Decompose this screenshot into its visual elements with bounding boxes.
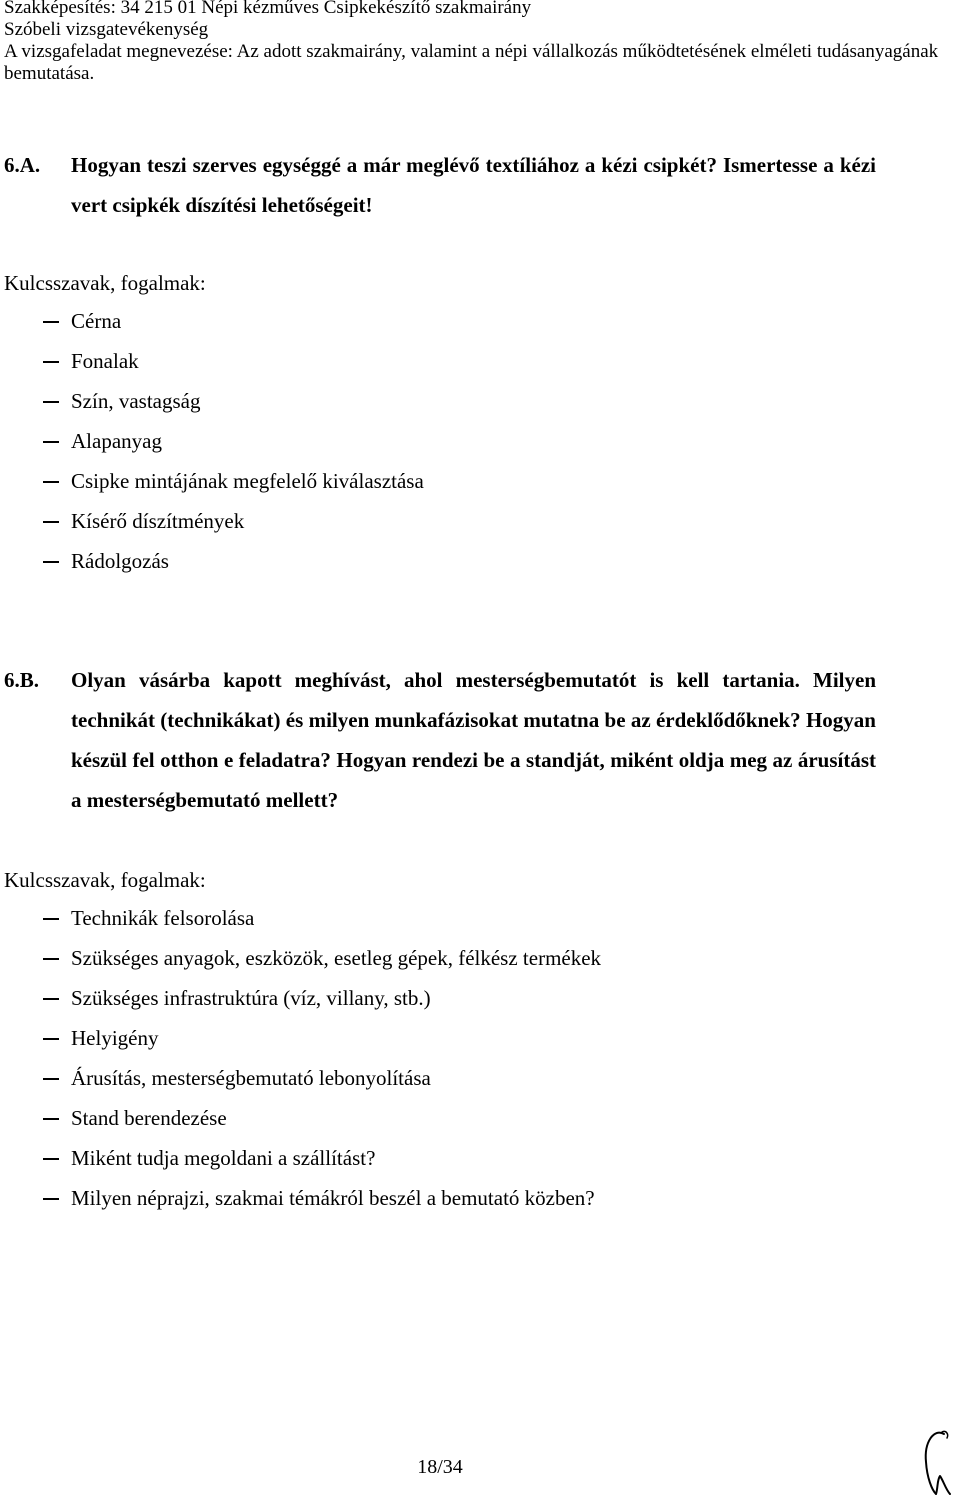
keyword-text: Szín, vastagság	[71, 389, 201, 413]
dash-bullet-icon	[43, 1078, 59, 1080]
keywords-heading: Kulcsszavak, fogalmak:	[4, 271, 206, 295]
keywords-heading: Kulcsszavak, fogalmak:	[4, 868, 206, 892]
question-text: Olyan vásárba kapott meghívást, ahol mesterségbemutatót is kell tartania. Milyen technikát (technikákat) és milyen munkafázisokat mutatna be az érdeklődőknek? Hogyan készül fel otthon e feladatra? Hogyan rendezi be a standját, miként oldja meg az árusítást a mesterségbemutató mellett?	[71, 668, 876, 812]
header-exam-type: Szóbeli vizsgatevékenység	[4, 19, 209, 40]
page-number: 18/34	[417, 1456, 463, 1478]
keyword-text: Kísérő díszítmények	[71, 509, 245, 533]
keyword-text: Miként tudja megoldani a szállítást?	[71, 1146, 376, 1170]
dash-bullet-icon	[43, 521, 59, 523]
dash-bullet-icon	[43, 481, 59, 483]
dash-bullet-icon	[43, 401, 59, 403]
dash-bullet-icon	[43, 918, 59, 920]
dash-bullet-icon	[43, 1158, 59, 1160]
keyword-text: Rádolgozás	[71, 549, 169, 573]
dash-bullet-icon	[43, 1198, 59, 1200]
question-6a	[4, 145, 876, 225]
dash-bullet-icon	[43, 1038, 59, 1040]
dash-bullet-icon	[43, 441, 59, 443]
question-number: 6.B.	[4, 668, 40, 692]
keyword-text: Szükséges anyagok, eszközök, esetleg gépek, félkész termékek	[71, 946, 602, 970]
question-text: Hogyan teszi szerves egységgé a már meglévő textíliához a kézi csipkét? Ismertesse a kézi vert csipkék díszítési lehetőségeit!	[71, 153, 876, 217]
keyword-text: Fonalak	[71, 349, 139, 373]
handwritten-signature-icon	[916, 1420, 956, 1500]
keyword-text: Helyigény	[71, 1026, 159, 1050]
dash-bullet-icon	[43, 1118, 59, 1120]
header-task-name: A vizsgafeladat megnevezése: Az adott szakmairány, valamint a népi vállalkozás működtetésének elméleti tudásanyagának bemutatása.	[4, 41, 939, 84]
dash-bullet-icon	[43, 361, 59, 363]
dash-bullet-icon	[43, 321, 59, 323]
question-6b	[4, 660, 876, 820]
keyword-text: Árusítás, mesterségbemutató lebonyolítása	[71, 1066, 431, 1090]
keyword-text: Alapanyag	[71, 429, 162, 453]
keyword-text: Szükséges infrastruktúra (víz, villany, stb.)	[71, 986, 431, 1010]
keyword-text: Technikák felsorolása	[71, 906, 255, 930]
page-header	[4, 0, 944, 85]
question-number: 6.A.	[4, 153, 41, 177]
keyword-text: Milyen néprajzi, szakmai témákról beszél a bemutató közben?	[71, 1186, 595, 1210]
header-qualification: Szakképesítés: 34 215 01 Népi kézműves Csipkekészítő szakmairány	[4, 0, 532, 18]
dash-bullet-icon	[43, 561, 59, 563]
keyword-text: Csipke mintájának megfelelő kiválasztása	[71, 469, 424, 493]
keyword-text: Stand berendezése	[71, 1106, 227, 1130]
dash-bullet-icon	[43, 998, 59, 1000]
keyword-text: Cérna	[71, 309, 122, 333]
dash-bullet-icon	[43, 958, 59, 960]
